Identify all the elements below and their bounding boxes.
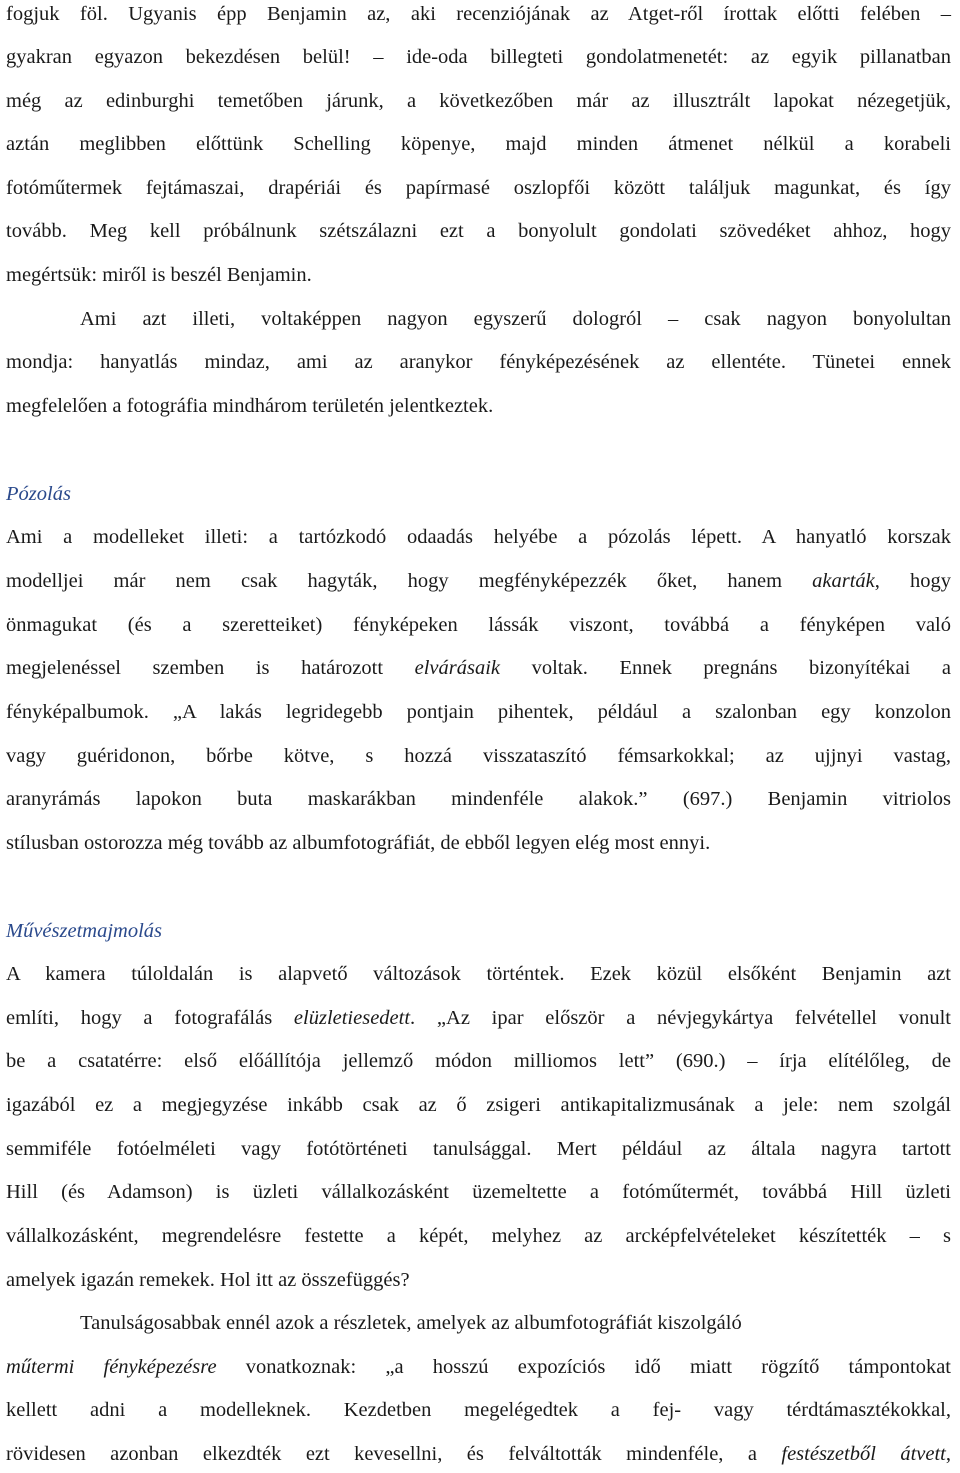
text-line: amelyek igazán remekek. Hol itt az összefüggés? xyxy=(6,1269,410,1291)
text-line xyxy=(6,654,951,682)
text-line: megértsük: miről is beszél Benjamin. xyxy=(6,264,312,286)
text-line: A kamera túloldalán is alapvető változások történtek. Ezek közül elsőként Benjamin azt xyxy=(6,963,951,985)
text-line: tovább. Meg kell próbálnunk szétszálazni ezt a bonyolult gondolati szövedéket ahhoz, hogy xyxy=(6,220,951,242)
text-line: Ami azt illeti, voltaképpen nagyon egyszerű dologról – csak nagyon bonyolultan xyxy=(80,308,951,330)
text-run: , xyxy=(945,1443,951,1465)
text-line: fényképalbumok. „A lakás legridegebb pontjain pihentek, például a szalonban egy konzolon xyxy=(6,701,951,723)
text-run: , hogy xyxy=(874,570,952,592)
text-line xyxy=(6,567,951,595)
text-line: megfelelően a fotográfia mindhárom területén jelentkeztek. xyxy=(6,395,494,417)
text-line: Ami a modelleket illeti: a tartózkodó odaadás helyébe a pózolás lépett. A hanyatló korszak xyxy=(6,526,951,548)
text-run: voltak. Ennek pregnáns bizonyítékai a xyxy=(500,657,951,679)
text-line: fogjuk föl. Ugyanis épp Benjamin az, aki recenziójának az Atget-ről írottak előtti felében – xyxy=(6,3,951,25)
text-line: igazából ez a megjegyzése inkább csak az ő zsigeri antikapitalizmusának a jele: nem szolgál xyxy=(6,1094,951,1116)
text-line: aztán meglibben előttünk Schelling köpenye, majd minden átmenet nélkül a korabeli xyxy=(6,133,951,155)
section-heading: Pózolás xyxy=(6,483,71,505)
text-line: vagy guéridonon, bőrbe kötve, s hozzá visszataszító fémsarkokkal; az ujjnyi vastag, xyxy=(6,745,951,767)
emphasis-text: elüzletiesedett xyxy=(293,1007,411,1029)
text-line: semmiféle fotóelméleti vagy fotótörténeti tanulsággal. Mert például az általa nagyra tartott xyxy=(6,1138,951,1160)
emphasis-text: műtermi fényképezésre xyxy=(6,1356,217,1378)
emphasis-text: festészetből átvett xyxy=(781,1443,946,1465)
text-run: . „Az ipar először a névjegykártya felvétellel vonult xyxy=(410,1007,951,1029)
text-line: még az edinburghi temetőben járunk, a következőben már az illusztrált lapokat nézegetjük, xyxy=(6,90,951,112)
section-heading: Művészetmajmolás xyxy=(6,920,163,942)
text-line: kellett adni a modelleknek. Kezdetben megelégedtek a fej- vagy térdtámasztékokkal, xyxy=(6,1399,951,1421)
text-line: Hill (és Adamson) is üzleti vállalkozásként üzemeltette a fotóműtermét, továbbá Hill üzleti xyxy=(6,1181,951,1203)
text-line: stílusban ostorozza még tovább az albumfotográfiát, de ebből legyen elég most ennyi. xyxy=(6,832,711,854)
text-line: önmagukat (és a szeretteiket) fényképeken lássák viszont, továbbá a fényképen való xyxy=(6,614,951,636)
text-line: vállalkozásként, megrendelésre festette a képét, melyhez az arcképfelvételeket készítették – s xyxy=(6,1225,951,1247)
text-line: mondja: hanyatlás mindaz, ami az aranykor fényképezésének az ellentéte. Tünetei ennek xyxy=(6,351,951,373)
text-run: megjelenéssel szemben is határozott xyxy=(6,657,415,679)
text-line: Tanulságosabbak ennél azok a részletek, amelyek az albumfotográfiát kiszolgáló xyxy=(80,1312,742,1334)
text-line xyxy=(6,1440,951,1468)
text-run: modelljei már nem csak hagyták, hogy megfényképezzék őket, hanem xyxy=(6,570,813,592)
text-line: fotóműtermek fejtámaszai, drapériái és papírmasé oszlopfői között találjuk magunkat, és így xyxy=(6,177,951,199)
text-line: aranyrámás lapokon buta maskarákban mindenféle alakok.” (697.) Benjamin vitriolos xyxy=(6,788,951,810)
text-line xyxy=(6,1004,951,1032)
emphasis-text: akarták xyxy=(812,570,875,592)
text-run: rövidesen azonban elkezdték ezt kevesellni, és felváltották mindenféle, a xyxy=(6,1443,782,1465)
text-run: vonatkoznak: „a hosszú expozíciós idő miatt rögzítő támpontokat xyxy=(216,1356,952,1378)
text-run: említi, hogy a fotografálás xyxy=(6,1007,294,1029)
text-line: gyakran egyazon bekezdésen belül! – ide-oda billegteti gondolatmenetét: az egyik pillanatban xyxy=(6,46,951,68)
emphasis-text: elvárásaik xyxy=(414,657,500,679)
text-line: be a csatatérre: első előállítója jellemző módon milliomos lett” (690.) – írja elítélőleg, de xyxy=(6,1050,951,1072)
text-line xyxy=(6,1353,951,1381)
